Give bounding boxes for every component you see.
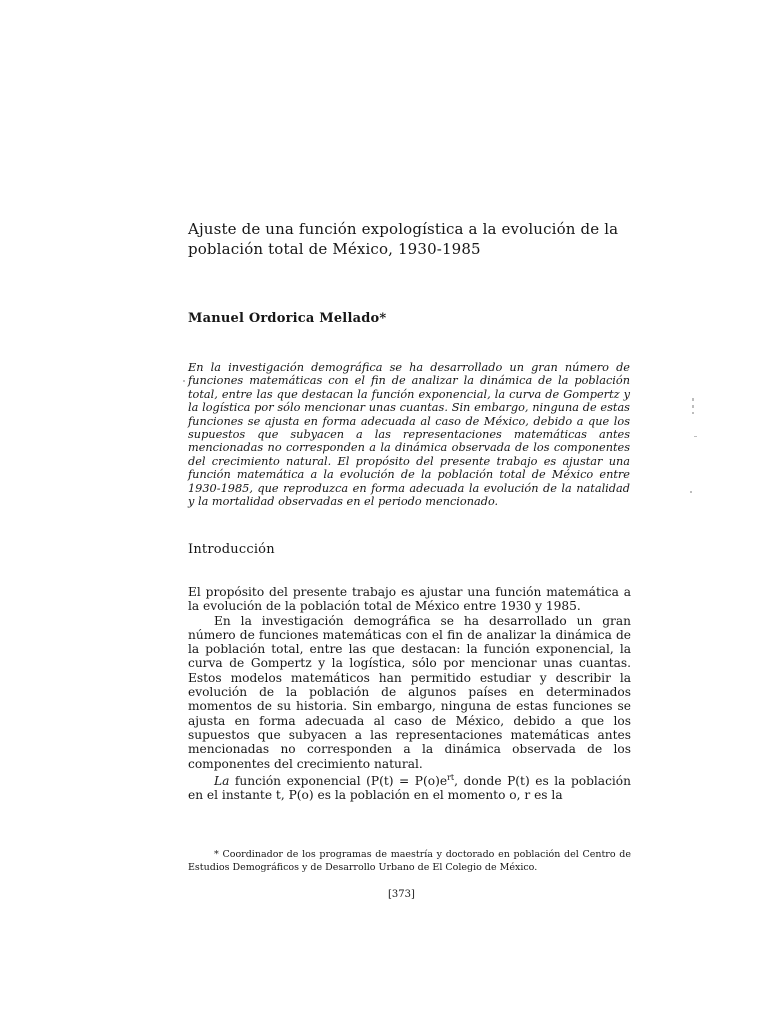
- paragraph-3-text: función exponencial (P(t) = P(o)e: [229, 773, 448, 788]
- abstract: En la investigación demográfica se ha desarrollado un gran número de funciones matemáticas con el fin de analizar la dinámica de la población total, entre las que destacan la función exponencial, la curva de Gompertz y la logística por sólo mencionar unas cuantas. Sin embargo, ninguna de estas funciones se ajusta en forma adecuada al caso de México, debido a que los supuestos que subyacen a las representaciones matemáticas antes mencionadas no corresponden a la dinámica observada de los componentes del crecimiento natural. El propósito del presente trabajo es ajustar una función matemática a la evolución de la población total de México entre 1930-1985, que reproduzca en forma adecuada la evolución de la natalidad y la mortalidad observadas en el periodo mencionado.: [188, 361, 630, 509]
- paragraph-3-lead: La: [214, 773, 230, 788]
- paragraph-3-text-end: , donde P(t) es la población en el instante t, P(o) es la población en el momento o, r es la: [188, 773, 631, 803]
- scan-mark: [690, 491, 692, 493]
- paragraph-2: En la investigación demográfica se ha desarrollado un gran número de funciones matemáticas con el fin de analizar la dinámica de la población total, entre las que destacan: la función exponencial, la curva de Gompertz y la logística, sólo por mencionar unas cuantas. Estos modelos matemáticos han permitido estudiar y describir la evolución de la población de algunos países en determinados momentos de su historia. Sin embargo, ninguna de estas funciones se ajusta en forma adecuada al caso de México, debido a que los supuestos que subyacen a las representaciones matemáticas antes mencionadas no corresponden a la dinámica observada de los componentes del crecimiento natural.: [188, 613, 631, 771]
- article-title: Ajuste de una función expologística a la evolución de la población total de México, 1930-1985: [188, 220, 619, 258]
- scan-mark: [694, 436, 697, 437]
- section-heading-introduccion: Introducción: [188, 542, 275, 557]
- scan-mark: [692, 405, 694, 408]
- paragraph-3-exponent: rt: [447, 772, 455, 782]
- scan-mark: [692, 412, 694, 414]
- footnote: * Coordinador de los programas de maestría y doctorado en población del Centro de Estudios Demográficos y de Desarrollo Urbano de El Colegio de México.: [188, 849, 631, 873]
- author-name: Manuel Ordorica Mellado*: [188, 311, 387, 326]
- paragraph-1: El propósito del presente trabajo es ajustar una función matemática a la evolución de la población total de México entre 1930 y 1985.: [188, 585, 631, 614]
- page-number: [373]: [388, 889, 415, 900]
- body-text: [188, 585, 631, 803]
- paragraph-3: [188, 771, 631, 803]
- scan-mark: [183, 380, 185, 382]
- scan-mark: [692, 398, 694, 401]
